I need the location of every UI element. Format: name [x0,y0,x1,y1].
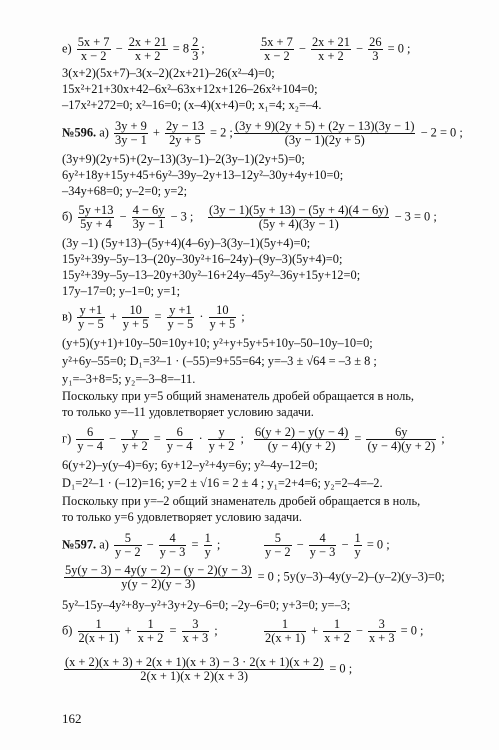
fraction: $\frac{(3y + 9)(2y + 5) + (2y - 13)(3y - 1)}{(3y - 1)(2y + 5)}$ [235,119,415,147]
eq-597b-transformed: $\frac{1}{2(x + 1)}$ + $\frac{1}{x + 2}$ − $\frac{3}{x + 3}$ = 0 ; [265,617,424,645]
item-label: в) [62,309,72,324]
fraction: $\frac{y}{y + 2}$ [122,425,148,453]
fraction: $\frac{y +1}{y - 5}$ [167,303,194,331]
fraction: $\frac{1}{2(x + 1)}$ [265,617,306,645]
text-line: то только y=–11 удовлетворяет условию задачи. [62,405,314,419]
fraction: $\frac{y +1}{y - 5}$ [78,303,104,331]
solution-line: 15x²+21+30x+42–6x²–63x+12x+126–26x²+104=0; [62,82,318,96]
fraction: $\frac{6}{y - 4}$ [77,425,103,453]
solution-line: (y+5)(y+1)+10y–50=10y+10; y²+y+5y+5+10y–50–10y–10=0; [62,336,373,350]
item-label: б) [62,209,73,224]
fraction: $\frac{6(y + 2) - y(y - 4)}{(y - 4)(y + 2)}$ [255,425,349,453]
fraction: $\frac{(3y - 1)(5y + 13) - (5y + 4)(4 - 6y)}{(5y + 4)(3y - 1)}$ [209,203,389,231]
fraction: $\frac{10}{y + 5}$ [209,303,236,331]
solution-line: 6y²+18y+15y+45+6y²–39y–2y+13–12y²–30y+4y+10=0; [62,168,344,182]
eq-596b-transformed: $\frac{(3y - 1)(5y + 13) - (5y + 4)(4 - 6y)}{(5y + 4)(3y - 1)}$ − 3 = 0 ; [209,203,437,231]
problem-596b: б) $\frac{5y +13}{5y + 4}$ − $\frac{4 - 6y}{3y - 1}$ − 3 ; [62,203,194,231]
solution-line: 15y²+39y–5y–13–20y+30y²–16+24y–45y²–36y+15y+12=0; [62,268,361,282]
text-line: Поскольку при y=–2 общий знаменатель дробей обращается в ноль, [62,494,421,508]
fraction: $\frac{2x + 21}{x + 2}$ [311,35,350,63]
eq-596a-transformed: $\frac{(3y + 9)(2y + 5) + (2y - 13)(3y - 1)}{(3y - 1)(2y + 5)}$ − 2 = 0 ; [235,119,463,147]
fraction: $\frac{1}{x + 2}$ [137,617,164,645]
text-line: Поскольку при y=5 общий знаменатель дробей обращается в ноль, [62,389,415,403]
solution-line: (3y –1) (5y+13)–(5y+4)(4–6y)–3(3y–1)(5y+4)=0; [62,236,311,250]
fraction: $\frac{(x + 2)(x + 3) + 2(x + 1)(x + 3) - 3 \cdot 2(x + 1)(x + 2)}{2(x + 1)(x + 2)(x + 3)}$ [65,655,324,683]
fraction: $\frac{1}{y}$ [204,531,211,559]
solution-line: 3(x+2)(5x+7)–3(x–2)(2x+21)–26(x²–4)=0; [62,66,275,80]
solution-line: 17y–17=0; y–1=0; y=1; [62,284,181,298]
fraction: $\frac{5x + 7}{x - 2}$ [261,35,293,63]
fraction: $\frac{26}{3}$ [369,35,382,63]
item-label: е) [62,41,75,56]
fraction: $\frac{4}{y - 3}$ [159,531,186,559]
item-label: б) [62,623,73,638]
solution-line: 5y²–15y–4y²+8y–y²+3y+2y–6=0; –2y–6=0; y+3=0; y=–3; [62,598,351,612]
fraction: $\frac{5y +13}{5y + 4}$ [78,203,114,231]
fraction: $\frac{2}{3}$ [192,35,199,63]
solution-line: –34y+68=0; y–2=0; y=2; [62,184,188,198]
fraction: $\frac{6y}{(y - 4)(y + 2)}$ [367,425,436,453]
solution-line: y₁=–3+8=5; y₂=–3–8=–11. [62,372,196,386]
eq-597b-common: $\frac{(x + 2)(x + 3) + 2(x + 1)(x + 3) - 3 \cdot 2(x + 1)(x + 2)}{2(x + 1)(x + 2)(x + 3)}$ = 0 ; [65,655,353,683]
problem-596g: г) $\frac{6}{y - 4}$ − $\frac{y}{y + 2}$ = $\frac{6}{y - 4}$ · $\frac{y}{y + 2}$ ; [62,425,244,453]
fraction: $\frac{3}{x + 3}$ [182,617,209,645]
solution-line: –17x²+272=0; x²–16=0; (x–4)(x+4)=0; x₁=4; x₂=–4. [62,98,322,112]
problem-number: №597. [62,537,97,552]
item-label: а) [99,537,109,552]
solution-line: 6(y+2)–y(y–4)=6y; 6y+12–y²+4y=6y; y²–4y–12=0; [62,458,318,472]
eq-e-line: е) $\frac{5x + 7}{x - 2}$ − $\frac{2x + 21}{x + 2}$ = 8 $\frac{2}{3}$ ; [62,35,205,63]
solution-line: D₁=2²–1 · (–12)=16; y=2 ± √16 = 2 ± 4 ; y₁=2+4=6; y₂=2–4=–2. [62,476,383,490]
text-line: то только y=6 удовлетворяет условию задачи. [62,510,302,524]
fraction: $\frac{5y(y - 3) - 4y(y - 2) - (y - 2)(y - 3)}{y(y - 2)(y - 3)}$ [65,563,252,591]
problem-596v: в) $\frac{y +1}{y - 5}$ + $\frac{10}{y + 5}$ = $\frac{y +1}{y - 5}$ · $\frac{10}{y + 5}$ ; [62,303,245,331]
fraction: $\frac{4 - 6y}{3y - 1}$ [132,203,165,231]
fraction: $\frac{4}{y - 3}$ [309,531,336,559]
eq-597a-transformed: $\frac{5}{y - 2}$ − $\frac{4}{y - 3}$ − $\frac{1}{y}$ = 0 ; [265,531,390,559]
fraction: $\frac{1}{2(x + 1)}$ [78,617,119,645]
problem-number: №596. [62,125,97,140]
problem-597a: №597. а) $\frac{5}{y - 2}$ − $\frac{4}{y - 3}$ = $\frac{1}{y}$ ; [62,531,221,559]
solution-line: 15y²+39y–5y–13–(20y–30y²+16–24y)–(9y–3)(5y+4)=0; [62,252,343,266]
fraction: $\frac{3y + 9}{3y - 1}$ [115,119,147,147]
solution-line: (3y+9)(2y+5)+(2y–13)(3y–1)–2(3y–1)(2y+5)=0; [62,152,305,166]
solution-line: y²+6y–55=0; D₁=3²–1 · (–55)=9+55=64; y=–3 ± √64 = –3 ± 8 ; [62,354,377,368]
fraction: $\frac{6}{y - 4}$ [166,425,193,453]
eq-597a-common: $\frac{5y(y - 3) - 4y(y - 2) - (y - 2)(y - 3)}{y(y - 2)(y - 3)}$ = 0 ; 5y(y–3)–4y(y–2)–(y–2)(y–3)=0; [65,563,445,591]
problem-596a: №596. а) $\frac{3y + 9}{3y - 1}$ + $\frac{2y - 13}{2y + 5}$ = 2 ; [62,119,233,147]
eq-596g-transformed: $\frac{6(y + 2) - y(y - 4)}{(y - 4)(y + 2)}$ = $\frac{6y}{(y - 4)(y + 2)}$ ; [255,425,445,453]
fraction: $\frac{1}{x + 2}$ [324,617,350,645]
fraction: $\frac{1}{y}$ [354,531,361,559]
item-label: г) [62,431,72,446]
item-label: а) [99,125,109,140]
fraction: $\frac{3}{x + 3}$ [368,617,395,645]
fraction: $\frac{y}{y + 2}$ [208,425,235,453]
problem-597b: б) $\frac{1}{2(x + 1)}$ + $\frac{1}{x + 2}$ = $\frac{3}{x + 3}$ ; [62,617,218,645]
eq-e-transformed: $\frac{5x + 7}{x - 2}$ − $\frac{2x + 21}{x + 2}$ − $\frac{26}{3}$ = 0 ; [261,35,411,63]
fraction: $\frac{2x + 21}{x + 2}$ [128,35,167,63]
fraction: $\frac{10}{y + 5}$ [122,303,149,331]
fraction: $\frac{5}{y - 2}$ [265,531,291,559]
page-number: 162 [62,711,82,726]
fraction: $\frac{2y - 13}{2y + 5}$ [165,119,204,147]
fraction: $\frac{5}{y - 2}$ [115,531,141,559]
fraction: $\frac{5x + 7}{x - 2}$ [77,35,110,63]
